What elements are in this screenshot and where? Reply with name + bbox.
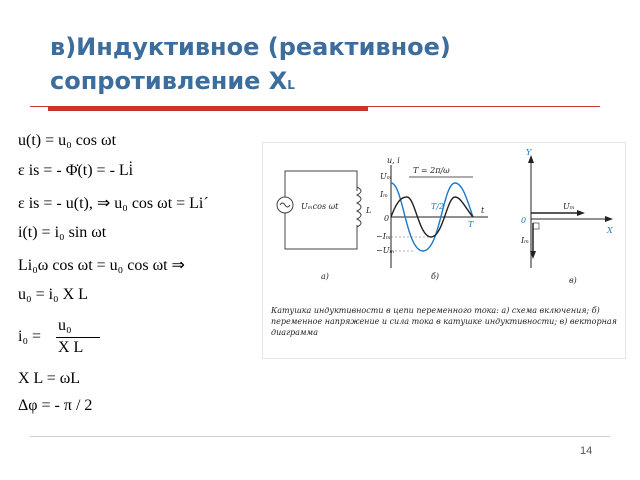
time-axis-label: t <box>481 206 485 215</box>
formula-phase-shift: Δφ = - π / 2 <box>18 397 93 414</box>
minus-im-label: −Iₘ <box>376 232 391 241</box>
title-line-2: сопротивление X <box>50 67 288 95</box>
formula-derivative: Li₀ω cos ωt = u₀ cos ωt ⇒ <box>18 257 185 274</box>
source-label: Uₘcos ωt <box>301 202 339 211</box>
origin-label: 0 <box>384 214 390 223</box>
fraction-left: i₀ = <box>18 328 42 345</box>
minus-um-label: −Uₘ <box>376 246 395 255</box>
vector-origin-label: 0 <box>521 216 527 225</box>
axis-u-i-label: u, i <box>387 156 400 165</box>
formula-reactance: X L = ωL <box>18 370 81 387</box>
um-label: Uₘ <box>380 172 392 181</box>
voltage-vector-label: Uₘ <box>563 202 575 211</box>
waveform-graph <box>376 156 488 281</box>
footer-rule <box>30 436 610 437</box>
current-vector-label: Iₘ <box>521 236 530 245</box>
panel-a-label: а) <box>321 272 329 281</box>
fraction-denominator: X L <box>58 339 84 356</box>
fraction-numerator: u₀ <box>58 317 72 334</box>
formula-emf: ε is = - Φ̇(t) = - Li̇ <box>18 162 134 179</box>
slide-title <box>50 30 451 102</box>
fraction-bar <box>56 337 100 338</box>
period-tick-label: T <box>468 220 474 229</box>
title-rule-accent <box>48 106 368 111</box>
inductor-label: L <box>366 206 372 215</box>
formula-emf-equals-voltage: ε is = - u(t), ⇒ u₀ cos ωt = Li´ <box>18 195 209 212</box>
page-number: 14 <box>580 445 593 457</box>
figure-caption: Катушка индуктивности в цепи переменного тока: а) схема включения; б) переменное напряжение и сила тока в катушке индуктивности; в) векторная диаграмма <box>271 306 617 337</box>
y-axis-label: Y <box>526 148 532 157</box>
title-line-1: в)Индуктивное (реактивное) <box>50 33 451 61</box>
x-axis-label: X <box>607 226 613 235</box>
panel-b-label: б) <box>431 272 440 281</box>
panel-c-label: в) <box>569 276 577 285</box>
period-label: T = 2π/ω <box>413 166 450 175</box>
half-period-label: T/2 <box>431 202 445 211</box>
im-label: Iₘ <box>380 190 389 199</box>
formula-voltage: u(t) = u₀ cos ωt <box>18 132 117 149</box>
vector-diagram <box>520 148 613 285</box>
formula-current: i(t) = i₀ sin ωt <box>18 224 107 241</box>
inductor-figure <box>262 142 626 359</box>
formula-amplitude: u₀ = i₀ X L <box>18 286 88 303</box>
circuit-diagram <box>277 171 371 281</box>
figure-drawings <box>263 143 625 303</box>
title-subscript: L <box>287 78 295 92</box>
